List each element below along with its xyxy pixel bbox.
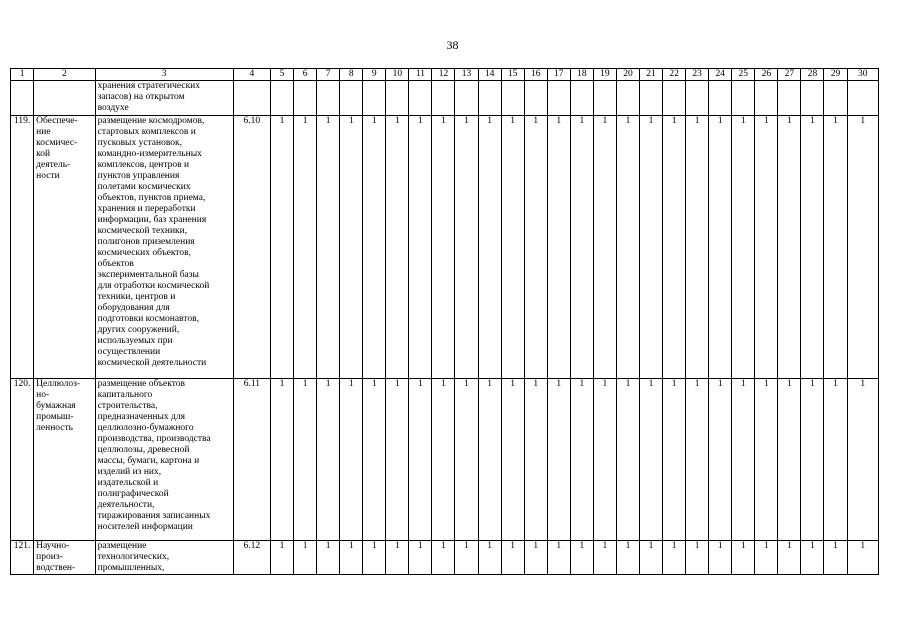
value-cell: 1 — [709, 116, 732, 379]
text-line: целлюлозы, древесной — [97, 445, 190, 455]
value-cell: 1 — [455, 379, 478, 541]
empty-cell — [801, 81, 824, 116]
value-cell: 1 — [524, 541, 547, 575]
value-cell: 1 — [317, 541, 340, 575]
value-cell: 1 — [432, 541, 455, 575]
text-line: пусковых установок, — [97, 138, 183, 148]
value-cell: 1 — [409, 541, 432, 575]
value-cell: 1 — [409, 116, 432, 379]
empty-cell — [501, 81, 524, 116]
empty-cell — [755, 81, 778, 116]
text-line: объектов — [97, 259, 134, 269]
value-cell: 1 — [709, 379, 732, 541]
text-line: полетами космических — [97, 182, 191, 192]
column-header: 6 — [294, 69, 317, 81]
column-header: 18 — [570, 69, 593, 81]
empty-cell — [663, 81, 686, 116]
text-line: воздухе — [97, 103, 129, 113]
text-line: ности — [36, 171, 60, 181]
column-header: 20 — [616, 69, 639, 81]
column-header: 26 — [755, 69, 778, 81]
column-header-row — [11, 69, 879, 81]
row-code-cell: 6.10 — [233, 116, 270, 379]
column-header: 2 — [34, 69, 95, 81]
column-header: 4 — [233, 69, 270, 81]
value-cell: 1 — [639, 379, 662, 541]
value-cell: 1 — [824, 116, 847, 379]
text-line: предназначенных для — [97, 412, 185, 422]
empty-cell — [340, 81, 363, 116]
text-line: произ- — [36, 552, 63, 562]
value-cell: 1 — [801, 116, 824, 379]
value-cell: 1 — [824, 379, 847, 541]
empty-cell — [363, 81, 386, 116]
empty-cell — [478, 81, 501, 116]
empty-cell — [233, 81, 270, 116]
row-description-cell — [95, 116, 233, 379]
empty-cell — [570, 81, 593, 116]
value-cell: 1 — [501, 541, 524, 575]
value-cell: 1 — [455, 541, 478, 575]
text-line: экспериментальной базы — [97, 270, 199, 280]
text-line: осуществлении — [97, 347, 161, 357]
column-header: 1 — [11, 69, 34, 81]
text-line: техники, центров и — [97, 292, 176, 302]
value-cell: 1 — [709, 541, 732, 575]
value-cell: 1 — [340, 116, 363, 379]
value-cell: 1 — [478, 541, 501, 575]
empty-cell — [639, 81, 662, 116]
text-line: для отработки космической — [97, 281, 210, 291]
empty-cell — [778, 81, 801, 116]
text-line: деятель- — [36, 160, 71, 170]
text-line: носителей информации — [97, 522, 193, 532]
value-cell: 1 — [593, 116, 616, 379]
value-cell: 1 — [847, 541, 878, 575]
zoning-table — [10, 68, 879, 575]
value-cell: 1 — [432, 379, 455, 541]
text-line: космической техники, — [97, 226, 188, 236]
text-line: командно-измерительных — [97, 149, 202, 159]
text-line: тиражирования записанных — [97, 511, 211, 521]
column-header: 3 — [95, 69, 233, 81]
text-line: производства, производства — [97, 434, 211, 444]
value-cell: 1 — [570, 379, 593, 541]
value-cell: 1 — [363, 379, 386, 541]
column-header: 7 — [317, 69, 340, 81]
value-cell: 1 — [593, 379, 616, 541]
row-number-cell: 119. — [11, 116, 34, 379]
empty-cell — [270, 81, 293, 116]
text-line: запасов) на открытом — [97, 92, 185, 102]
value-cell: 1 — [801, 541, 824, 575]
value-cell: 1 — [778, 116, 801, 379]
column-header: 14 — [478, 69, 501, 81]
value-cell: 1 — [524, 116, 547, 379]
text-line: ние — [36, 127, 51, 137]
empty-cell — [616, 81, 639, 116]
empty-cell — [432, 81, 455, 116]
column-header: 5 — [270, 69, 293, 81]
value-cell: 1 — [386, 379, 409, 541]
value-cell: 1 — [340, 379, 363, 541]
value-cell: 1 — [732, 541, 755, 575]
value-cell: 1 — [294, 116, 317, 379]
text-line: размещение объектов — [97, 379, 185, 389]
column-header: 10 — [386, 69, 409, 81]
text-line: деятельности, — [97, 500, 155, 510]
text-line: массы, бумаги, картона и — [97, 456, 200, 466]
value-cell: 1 — [386, 541, 409, 575]
value-cell: 1 — [547, 541, 570, 575]
text-line: целлюлозно-бумажного — [97, 423, 194, 433]
column-header: 15 — [501, 69, 524, 81]
text-line: промыш- — [36, 412, 74, 422]
value-cell: 1 — [778, 541, 801, 575]
table-row — [11, 541, 879, 575]
value-cell: 1 — [847, 116, 878, 379]
text-line: изделий из них, — [97, 467, 162, 477]
empty-cell — [455, 81, 478, 116]
value-cell: 1 — [501, 379, 524, 541]
row-description-cell — [95, 379, 233, 541]
text-line: оборудования для — [97, 303, 170, 313]
text-line: Научно- — [36, 541, 70, 551]
text-line: полигонов приземления — [97, 237, 195, 247]
text-line: размещение — [97, 541, 147, 551]
value-cell: 1 — [524, 379, 547, 541]
value-cell: 1 — [294, 541, 317, 575]
value-cell: 1 — [616, 541, 639, 575]
column-header: 27 — [778, 69, 801, 81]
value-cell: 1 — [778, 379, 801, 541]
text-line: Целлюлоз- — [36, 379, 80, 389]
value-cell: 1 — [663, 541, 686, 575]
table-row — [11, 116, 879, 379]
row-description-cell — [95, 541, 233, 575]
column-header: 30 — [847, 69, 878, 81]
value-cell: 1 — [547, 379, 570, 541]
value-cell: 1 — [593, 541, 616, 575]
column-header: 23 — [686, 69, 709, 81]
value-cell: 1 — [663, 116, 686, 379]
value-cell: 1 — [755, 379, 778, 541]
value-cell: 1 — [663, 379, 686, 541]
text-line: объектов, пунктов приема, — [97, 193, 206, 203]
text-line: технологических, — [97, 552, 170, 562]
value-cell: 1 — [755, 541, 778, 575]
page-number: 38 — [446, 38, 459, 52]
value-cell: 1 — [570, 116, 593, 379]
value-cell: 1 — [409, 379, 432, 541]
column-header: 9 — [363, 69, 386, 81]
text-line: капитального — [97, 390, 153, 400]
row-number-cell: 120. — [11, 379, 34, 541]
value-cell: 1 — [616, 379, 639, 541]
empty-cell — [709, 81, 732, 116]
empty-cell — [294, 81, 317, 116]
continuation-row — [11, 81, 879, 116]
value-cell: 1 — [363, 116, 386, 379]
value-cell: 1 — [755, 116, 778, 379]
text-line: космичес- — [36, 138, 78, 148]
value-cell: 1 — [478, 116, 501, 379]
value-cell: 1 — [732, 379, 755, 541]
empty-cell — [409, 81, 432, 116]
text-line: информации, баз хранения — [97, 215, 207, 225]
value-cell: 1 — [732, 116, 755, 379]
row-code-cell: 6.12 — [233, 541, 270, 575]
value-cell: 1 — [501, 116, 524, 379]
column-header: 22 — [663, 69, 686, 81]
row-name-cell — [34, 116, 95, 379]
text-line: бумажная — [36, 401, 76, 411]
value-cell: 1 — [570, 541, 593, 575]
value-cell: 1 — [847, 379, 878, 541]
row-number-cell: 121. — [11, 541, 34, 575]
value-cell: 1 — [317, 116, 340, 379]
value-cell: 1 — [824, 541, 847, 575]
value-cell: 1 — [686, 379, 709, 541]
value-cell: 1 — [270, 379, 293, 541]
column-header: 11 — [409, 69, 432, 81]
value-cell: 1 — [686, 541, 709, 575]
value-cell: 1 — [455, 116, 478, 379]
text-line: Обеспече- — [36, 116, 78, 126]
empty-cell — [317, 81, 340, 116]
column-header: 16 — [524, 69, 547, 81]
empty-cell — [686, 81, 709, 116]
text-line: хранения и переработки — [97, 204, 196, 214]
row-name-cell — [34, 81, 95, 116]
column-header: 19 — [593, 69, 616, 81]
value-cell: 1 — [432, 116, 455, 379]
value-cell: 1 — [801, 379, 824, 541]
column-header: 12 — [432, 69, 455, 81]
empty-cell — [847, 81, 878, 116]
text-line: водствен- — [36, 563, 76, 573]
text-line: хранения стратегических — [97, 81, 201, 91]
column-header: 24 — [709, 69, 732, 81]
text-line: но- — [36, 390, 50, 400]
column-header: 29 — [824, 69, 847, 81]
table-row — [11, 379, 879, 541]
column-header: 13 — [455, 69, 478, 81]
value-cell: 1 — [363, 541, 386, 575]
column-header: 28 — [801, 69, 824, 81]
value-cell: 1 — [547, 116, 570, 379]
row-name-cell — [34, 541, 95, 575]
text-line: стартовых комплексов и — [97, 127, 196, 137]
text-line: космических объектов, — [97, 248, 191, 258]
value-cell: 1 — [686, 116, 709, 379]
text-line: кой — [36, 149, 51, 159]
text-line: других сооружений, — [97, 325, 180, 335]
text-line: космической деятельности — [97, 358, 207, 368]
text-line: размещение космодромов, — [97, 116, 205, 126]
value-cell: 1 — [270, 541, 293, 575]
text-line: используемых при — [97, 336, 173, 346]
value-cell: 1 — [270, 116, 293, 379]
text-line: строительства, — [97, 401, 158, 411]
row-code-cell: 6.11 — [233, 379, 270, 541]
text-line: промышленных, — [97, 563, 165, 573]
column-header: 8 — [340, 69, 363, 81]
value-cell: 1 — [639, 541, 662, 575]
empty-cell — [524, 81, 547, 116]
text-line: ленность — [36, 423, 73, 433]
column-header: 21 — [639, 69, 662, 81]
row-number-cell — [11, 81, 34, 116]
value-cell: 1 — [317, 379, 340, 541]
text-line: подготовки космонавтов, — [97, 314, 199, 324]
empty-cell — [386, 81, 409, 116]
column-header: 25 — [732, 69, 755, 81]
text-line: издательской и — [97, 478, 159, 488]
row-description-cell — [95, 81, 233, 116]
text-line: комплексов, центров и — [97, 160, 190, 170]
empty-cell — [824, 81, 847, 116]
column-header: 17 — [547, 69, 570, 81]
value-cell: 1 — [616, 116, 639, 379]
empty-cell — [547, 81, 570, 116]
value-cell: 1 — [386, 116, 409, 379]
text-line: пунктов управления — [97, 171, 180, 181]
value-cell: 1 — [639, 116, 662, 379]
value-cell: 1 — [294, 379, 317, 541]
value-cell: 1 — [340, 541, 363, 575]
value-cell: 1 — [478, 379, 501, 541]
empty-cell — [593, 81, 616, 116]
empty-cell — [732, 81, 755, 116]
row-name-cell — [34, 379, 95, 541]
text-line: полиграфической — [97, 489, 169, 499]
